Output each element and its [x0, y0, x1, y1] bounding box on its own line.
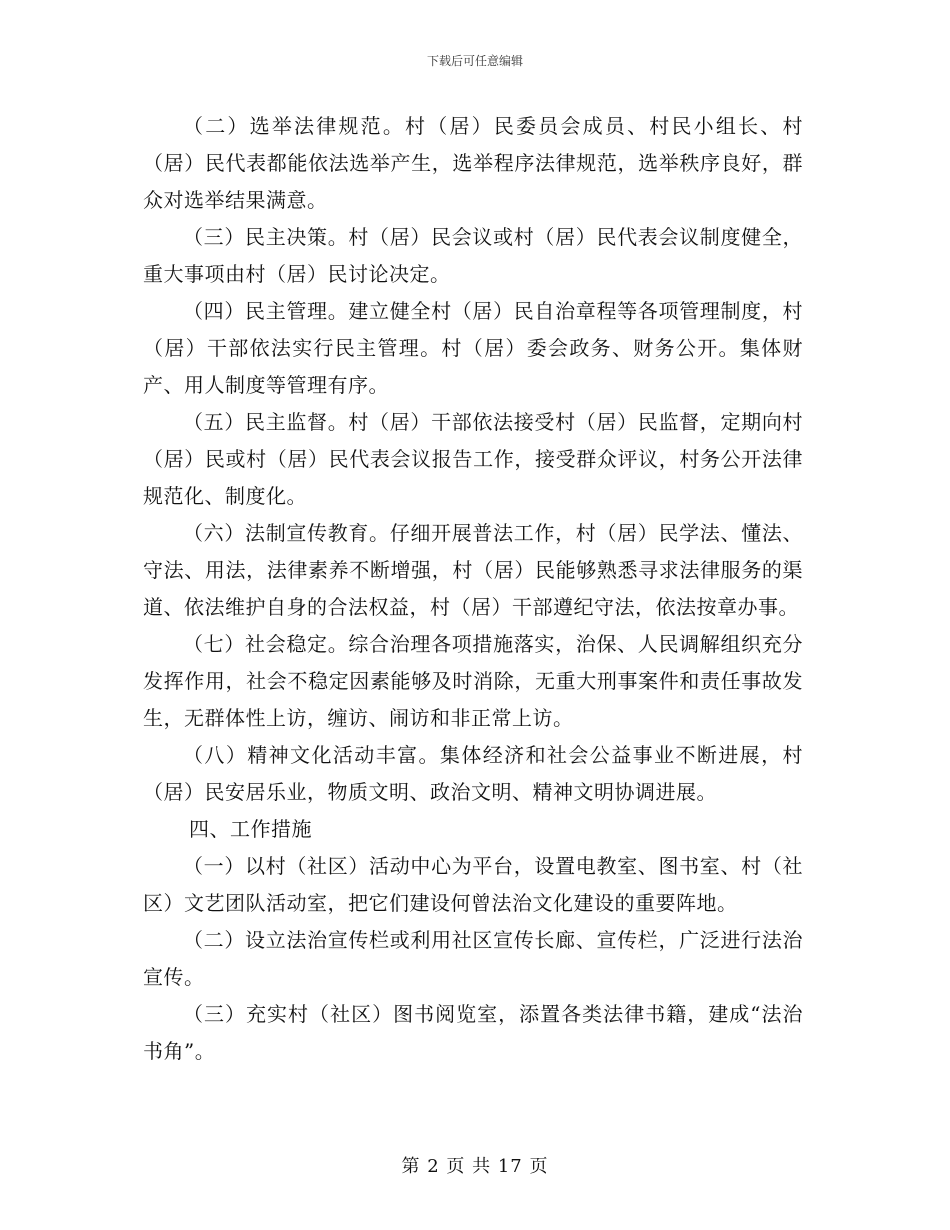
- paragraph-social-stability: （七）社会稳定。综合治理各项措施落实，治保、人民调解组织充分发挥作用，社会不稳定因素能够及时消除，无重大刑事案件和责任事故发生，无群体性上访，缠访、闹访和非正常上访。: [143, 632, 803, 730]
- section-heading-measures: 四、工作措施: [189, 817, 312, 841]
- paragraph-decision: （三）民主决策。村（居）民会议或村（居）民代表会议制度健全，重大事项由村（居）民讨论决定。: [143, 225, 803, 286]
- paragraph-reading-room: （三）充实村（社区）图书阅览室，添置各类法律书籍，建成“法治书角”。: [143, 1002, 803, 1063]
- paragraph-election: （二）选举法律规范。村（居）民委员会成员、村民小组长、村（居）民代表都能依法选举产生，选举程序法律规范，选举秩序良好，群众对选举结果满意。: [143, 114, 803, 212]
- paragraph-supervision: （五）民主监督。村（居）干部依法接受村（居）民监督，定期向村（居）民或村（居）民代表会议报告工作，接受群众评议，村务公开法律规范化、制度化。: [143, 410, 803, 508]
- paragraph-management: （四）民主管理。建立健全村（居）民自治章程等各项管理制度，村（居）干部依法实行民主管理。村（居）委会政务、财务公开。集体财产、用人制度等管理有序。: [143, 299, 803, 397]
- page-header: 下载后可任意编辑: [426, 54, 523, 68]
- paragraph-bulletin-board: （二）设立法治宣传栏或利用社区宣传长廊、宣传栏，广泛进行法治宣传。: [143, 928, 803, 989]
- document-body: [143, 108, 803, 1070]
- page-number: 第 2 页 共 17 页: [401, 1156, 549, 1177]
- paragraph-culture: （八）精神文化活动丰富。集体经济和社会公益事业不断进展，村（居）民安居乐业，物质文明、政治文明、精神文明协调进展。: [143, 743, 803, 804]
- paragraph-activity-center: （一）以村（社区）活动中心为平台，设置电教室、图书室、村（社区）文艺团队活动室，把它们建设何曾法治文化建设的重要阵地。: [143, 854, 803, 915]
- paragraph-legal-education: （六）法制宣传教育。仔细开展普法工作，村（居）民学法、懂法、守法、用法，法律素养不断增强，村（居）民能够熟悉寻求法律服务的渠道、依法维护自身的合法权益，村（居）干部遵纪守法，依法按章办事。: [143, 521, 803, 619]
